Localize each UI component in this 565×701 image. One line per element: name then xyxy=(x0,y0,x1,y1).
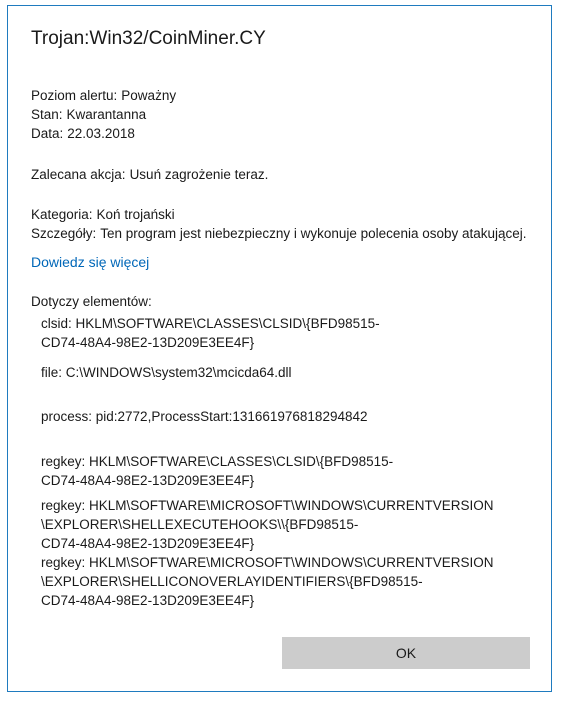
affected-item-regkey xyxy=(41,452,393,490)
affected-item-line: file: C:\WINDOWS\system32\mcicda64.dll xyxy=(41,365,292,380)
affected-item-regkey xyxy=(41,553,494,610)
affected-item-regkey xyxy=(41,496,494,553)
affected-item-line: \EXPLORER\SHELLEXECUTEHOOKS\\{BFD98515- xyxy=(41,517,359,532)
category-value: Koń trojański xyxy=(96,207,175,222)
status-row xyxy=(31,105,176,124)
status-value: Kwarantanna xyxy=(66,107,147,122)
details-value: Ten program jest niebezpieczny i wykonuje polecenia osoby atakującej. xyxy=(100,226,527,241)
details-row xyxy=(31,224,531,243)
alert-level-value: Poważny xyxy=(121,88,177,103)
affected-item-line: CD74-48A4-98E2-13D209E3EE4F} xyxy=(41,473,255,488)
threat-status-block xyxy=(31,86,176,143)
affected-item-line: clsid: HKLM\SOFTWARE\CLASSES\CLSID\{BFD98515- xyxy=(41,316,380,331)
affected-item-line: CD74-48A4-98E2-13D209E3EE4F} xyxy=(41,335,255,350)
affected-item-line: regkey: HKLM\SOFTWARE\MICROSOFT\WINDOWS\CURRENTVERSION xyxy=(41,498,494,513)
affected-item-line: CD74-48A4-98E2-13D209E3EE4F} xyxy=(41,536,255,551)
learn-more-link[interactable]: Dowiedz się więcej xyxy=(31,254,150,270)
date-value: 22.03.2018 xyxy=(67,126,135,141)
category-block xyxy=(31,205,531,243)
date-label: Data: xyxy=(31,126,64,141)
status-label: Stan: xyxy=(31,107,63,122)
affected-items-title: Dotyczy elementów: xyxy=(31,294,152,309)
alert-level-label: Poziom alertu: xyxy=(31,88,118,103)
recommended-action-block xyxy=(31,165,268,184)
affected-item-file xyxy=(41,363,292,382)
threat-details-dialog xyxy=(7,5,552,692)
category-row xyxy=(31,205,531,224)
category-label: Kategoria: xyxy=(31,207,93,222)
recommended-action-value: Usuń zagrożenie teraz. xyxy=(129,167,269,182)
threat-name-title: Trojan:Win32/CoinMiner.CY xyxy=(31,28,266,49)
affected-item-line: \EXPLORER\SHELLICONOVERLAYIDENTIFIERS\{BFD98515- xyxy=(41,574,423,589)
details-label: Szczegóły: xyxy=(31,226,97,241)
recommended-action-row xyxy=(31,165,268,184)
affected-item-line: regkey: HKLM\SOFTWARE\MICROSOFT\WINDOWS\CURRENTVERSION xyxy=(41,555,494,570)
ok-button[interactable]: OK xyxy=(282,637,530,669)
affected-item-process xyxy=(41,407,368,426)
alert-level-row xyxy=(31,86,176,105)
affected-item-line: regkey: HKLM\SOFTWARE\CLASSES\CLSID\{BFD98515- xyxy=(41,454,394,469)
affected-item-line: CD74-48A4-98E2-13D209E3EE4F} xyxy=(41,593,255,608)
date-row xyxy=(31,124,176,143)
affected-item-line: process: pid:2772,ProcessStart:131661976818294842 xyxy=(41,409,368,424)
recommended-action-label: Zalecana akcja: xyxy=(31,167,126,182)
affected-item-clsid xyxy=(41,314,380,352)
